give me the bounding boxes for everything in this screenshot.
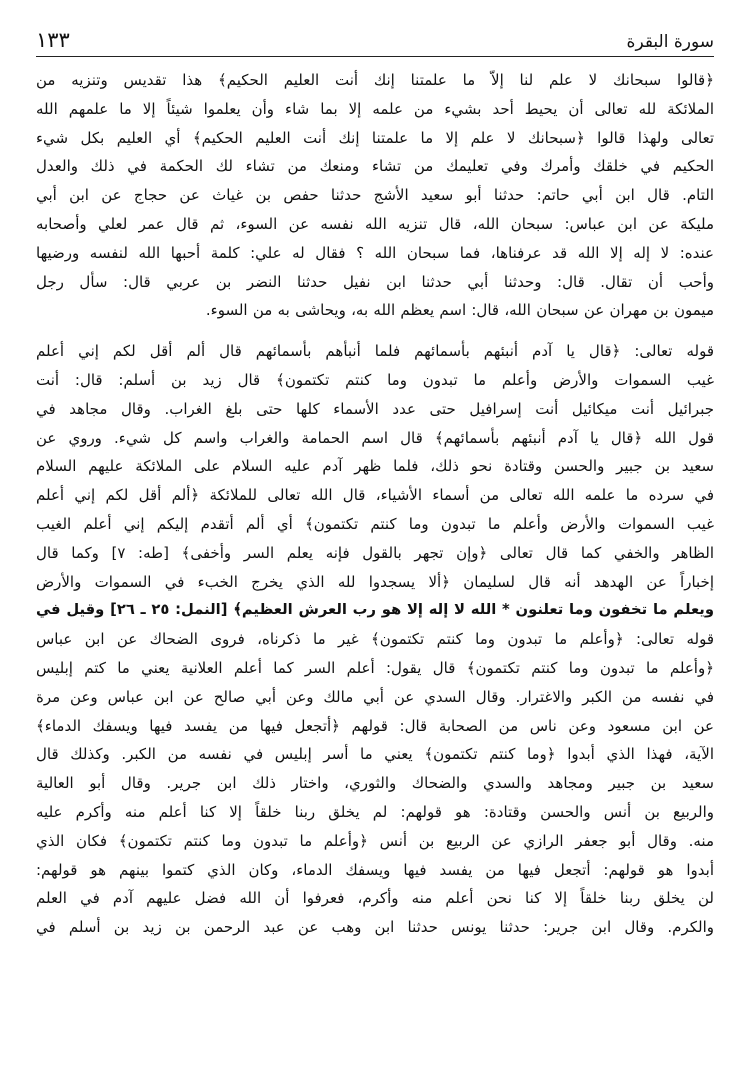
page-number: ١٣٣ [36,28,70,52]
text-line: الظاهر والخفي كما قال تعالى ﴿وإن تجهر بالقول فإنه يعلم السر وأخفى﴾ [طه: ٧] وكما قال [36,543,714,562]
surah-title: سورة البقرة [626,32,714,52]
text-line: ميمون بن مهران عن سبحان الله، قال: اسم يعظم الله به، ويحاشى به من السوء. [205,301,714,320]
body-text [36,66,714,942]
text-line: في سرده ما علمه الله تعالى من أسماء الأشياء، قال الله تعالى للملائكة ﴿ألم أقل لكم إني أعلم [36,486,714,505]
text-line: لن يخلق ربنا خلقاً إلا كنا نحن أعلم منه وأكرم، فعرفوا أن الله فضل عليهم آدم في العلم [36,889,714,908]
text-line: ﴿قالوا سبحانك لا علم لنا إلاّ ما علمتنا إنك أنت العليم الحكيم﴾ هذا تقديس وتنزيه من [36,71,714,89]
text-line: الملائكة لله تعالى أن يحيط أحد بشيء من علمه إلا بما شاء وأن يعلموا شيئاً إلا ما علمهم الله [36,99,714,118]
text-line: الحكيم في خلقك وأمرك وفي تعليمك من تشاء ومنعك من تشاء لك الحكمة في ذلك والعدل [36,157,714,176]
text-line: قوله تعالى: ﴿قال يا آدم أنبئهم بأسمائهم فلما أنبأهم بأسمائهم قال ألم أقل لكم إني أعلم [36,342,714,361]
text-line: غيب السموات والأرض وأعلم ما تبدون وما كنتم تكتمون﴾ قال زيد بن أسلم: قال: أنت [36,370,714,389]
text-line: وأحب أن تقال. قال: وحدثنا أبي حدثنا ابن نفيل حدثنا النضر بن عربي قال: سأل رجل [36,272,714,291]
paragraph [36,337,714,942]
text-line: قول الله ﴿قال يا آدم أنبئهم بأسمائهم﴾ قال اسم الحمامة والغراب واسم كل شيء. وروي عن [36,428,714,447]
text-line: ﴿وأعلم ما تبدون وما كنتم تكتمون﴾ قال يقول: أعلم السر كما أعلم العلانية يعني ما كتم إبليس [36,658,714,677]
text-line: سعيد بن جبير والحسن وقتادة نحو ذلك، فلما ظهر آدم عليه السلام على الملائكة عليهم السلام [36,457,714,476]
text-line: عنده: لا إله إلا الله قد عرفناها، فما سبحان الله ؟ فقال له علي: كلمة أحبها الله لنفسه ورضيها [36,243,714,262]
page-header [36,26,714,57]
text-line: قوله تعالى: ﴿وأعلم ما تبدون وما كنتم تكتمون﴾ غير ما ذكرناه، فروى الضحاك عن ابن عباس [36,630,714,649]
text-line: الآية، فهذا الذي أبدوا ﴿وما كنتم تكتمون﴾ يعني ما أسر إبليس في نفسه من الكبر. وكذلك قال [36,745,714,764]
text-line: في نفسه من الكبر والاغترار. وقال السدي عن أبي مالك وعن أبي صالح عن ابن عباس وعن مرة [36,687,714,706]
text-line: عن ابن مسعود وعن ناس من الصحابة قال: قولهم ﴿أتجعل فيها من يفسد فيها ويسفك الدماء﴾ [36,716,714,735]
text-line: جبرائيل أنت ميكائيل أنت إسرافيل حتى عدد الأسماء كلها حتى بلغ الغراب. وقال مجاهد في [36,399,714,418]
paragraph [36,66,714,325]
text-line: والربيع بن أنس والحسن وقتادة: هو قولهم: لم يخلق ربنا خلقاً إلا كنا أعلم منه وأكرم عليه [36,802,714,821]
text-line: إخباراً عن الهدهد أنه قال لسليمان ﴿ألا يسجدوا لله الذي يخرج الخبء في السموات والأرض [36,572,714,591]
text-line: والكرم. وقال ابن جرير: حدثنا يونس حدثنا ابن وهب عن عبد الرحمن بن زيد بن أسلم في [36,918,714,937]
text-line: غيب السموات والأرض وأعلم ما تبدون وما كنتم تكتمون﴾ أي ألم أتقدم إليكم إني أعلم الغيب [36,514,714,533]
text-line: ويعلم ما تخفون وما تعلنون * الله لا إله إلا هو رب العرش العظيم﴾ [النمل: ٢٥ ـ ٢٦] وقيل في [36,601,714,619]
text-line: أبدوا هو قولهم: أتجعل فيها من يفسد فيها ويسفك الدماء، وكان الذي كتموا بينهم هو قولهم: [36,860,714,879]
text-line: منه. وقال أبو جعفر الرازي عن الربيع بن أنس ﴿وأعلم ما تبدون وما كنتم تكتمون﴾ فكان الذي [36,831,714,850]
paragraph-gap [36,325,714,337]
text-line: تعالى ولهذا قالوا ﴿سبحانك لا علم إلا ما علمتنا إنك أنت العليم الحكيم﴾ أي العليم بكل شيء [36,128,714,147]
text-line: مليكة عن ابن عباس: سبحان الله، قال تنزيه الله نفسه عن السوء، ثم قال عمر لعلي وأصحابه [36,214,714,233]
text-line: سعيد بن جبير ومجاهد والسدي والضحاك والثوري، واختار ذلك ابن جرير. وقال أبو العالية [36,774,714,793]
text-line: التام. قال ابن أبي حاتم: حدثنا أبو سعيد الأشج حدثنا حفص بن غياث عن حجاج عن ابن أبي [36,186,714,205]
